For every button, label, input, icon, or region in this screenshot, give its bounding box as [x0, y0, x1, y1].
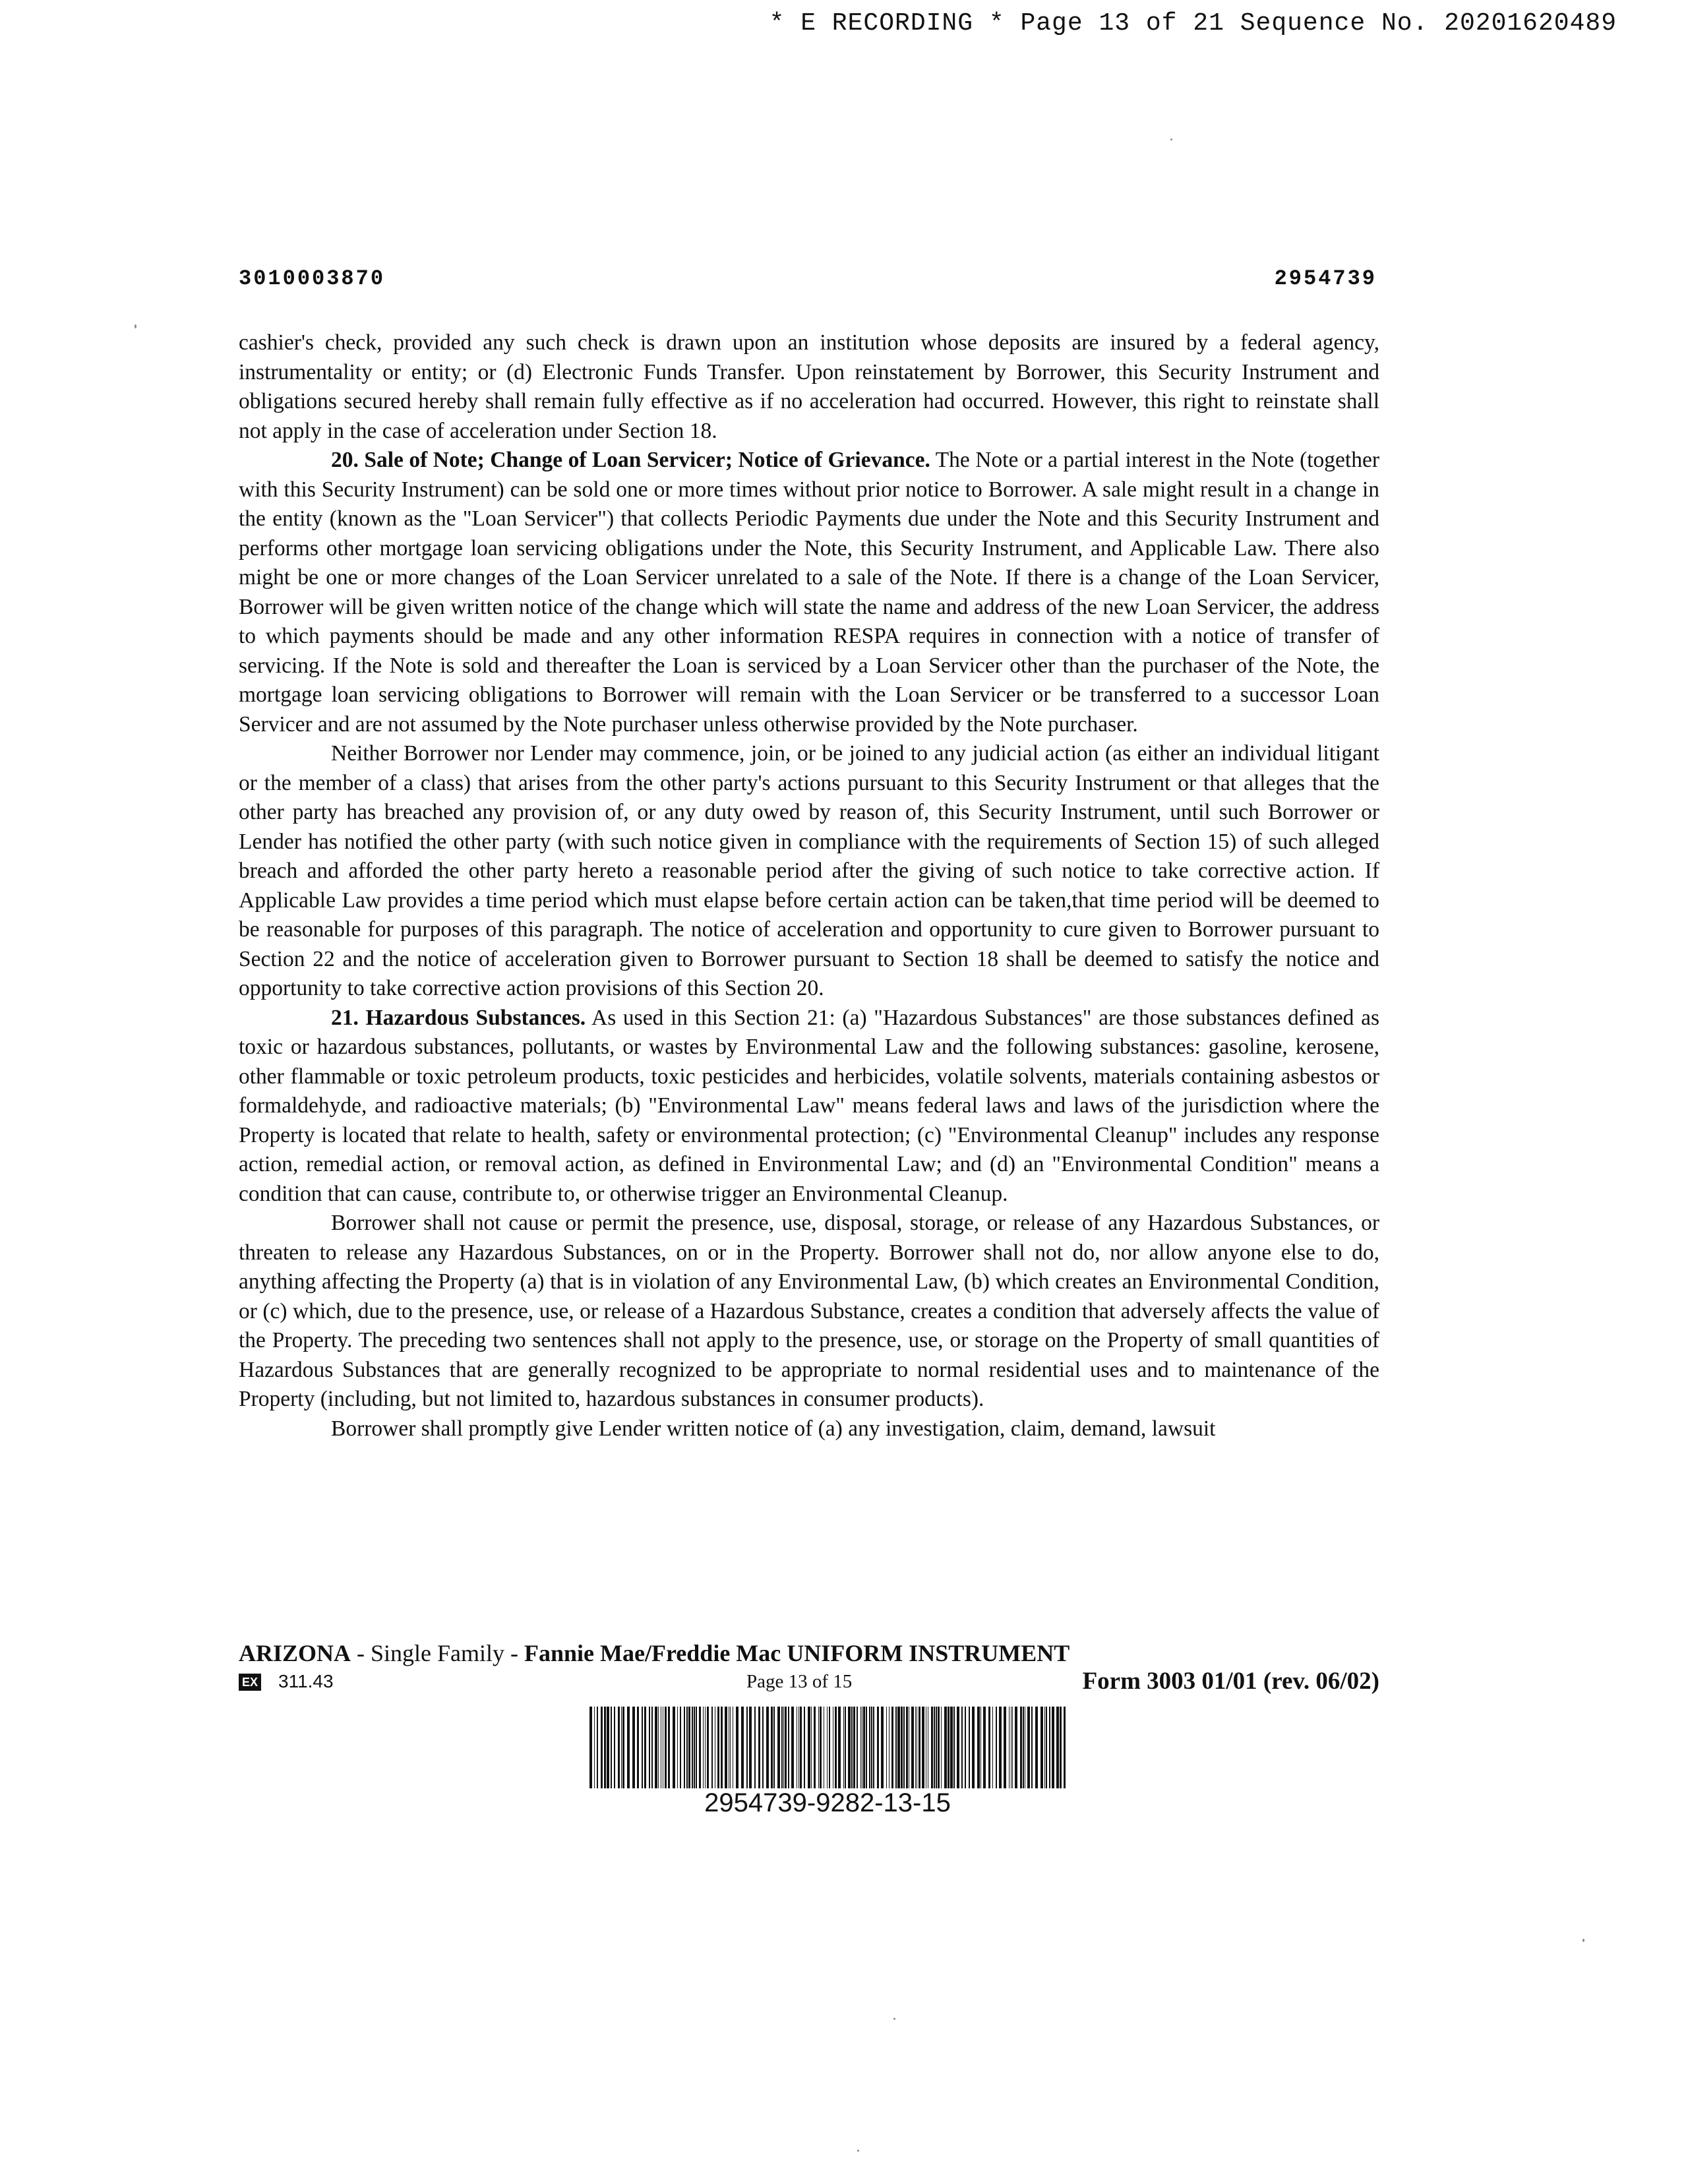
barcode-bar	[965, 1707, 966, 1788]
barcode-bar	[988, 1707, 990, 1788]
paragraph-hazardous-restrictions	[239, 1209, 1379, 1414]
barcode-bar	[707, 1707, 709, 1788]
barcode-bar	[906, 1707, 908, 1788]
paragraph-text: cashier's check, provided any such check is drawn upon an institution whose deposits are insured by a federal agency, instrumentality or entity; or (d) Electronic Funds Transfer. Upon reinstatement by Borrower, this Security Instrument and obligations secured hereby shall remain fully effective as if no acceleration had occurred. However, this right to reinstate shall not apply in the case of acceleration under Section 18.	[239, 330, 1379, 443]
barcode-bar	[621, 1707, 622, 1788]
barcode-bar	[762, 1707, 764, 1788]
barcode-bar	[891, 1707, 893, 1788]
form-number: Form 3003 01/01 (rev. 06/02)	[1082, 1668, 1379, 1695]
barcode-bar	[771, 1707, 773, 1788]
section-heading: 21. Hazardous Substances.	[331, 1005, 586, 1030]
barcode-bar	[777, 1707, 780, 1788]
barcode-bar	[886, 1707, 887, 1788]
barcode-bar	[730, 1707, 731, 1788]
barcode-bar	[703, 1707, 704, 1788]
paragraph-judicial-action	[239, 739, 1379, 1004]
barcode-bar	[791, 1707, 794, 1788]
barcode-bar	[804, 1707, 805, 1788]
footer-title	[239, 1639, 1070, 1667]
barcode-bar	[688, 1707, 690, 1788]
barcode-bar	[800, 1707, 802, 1788]
barcode-bar	[961, 1707, 963, 1788]
barcode-bar	[936, 1707, 937, 1788]
barcode-bar	[877, 1707, 879, 1788]
barcode-bar	[1009, 1707, 1010, 1788]
barcode-bar	[897, 1707, 900, 1788]
page-number: Page 13 of 15	[746, 1671, 853, 1692]
paragraph-reinstatement-continued	[239, 328, 1379, 446]
barcode-bar	[969, 1707, 970, 1788]
barcode-bar	[749, 1707, 752, 1788]
barcode-bar	[848, 1707, 851, 1788]
barcode-bar	[1027, 1707, 1030, 1788]
barcode-bar	[1012, 1707, 1013, 1788]
barcode-bar	[948, 1707, 950, 1788]
barcode-bar	[684, 1707, 685, 1788]
barcode-bar	[845, 1707, 846, 1788]
barcode-bar	[699, 1707, 701, 1788]
barcode-bar	[950, 1707, 953, 1788]
paragraph-section-21	[239, 1004, 1379, 1209]
barcode-bar	[1044, 1707, 1045, 1788]
barcode-bar	[843, 1707, 844, 1788]
barcode-bar	[1040, 1707, 1043, 1788]
barcode-bar	[860, 1707, 861, 1788]
barcode-bar	[931, 1707, 933, 1788]
barcode-bar	[911, 1707, 914, 1788]
barcode-bar	[644, 1707, 646, 1788]
barcode-bar	[637, 1707, 639, 1788]
barcode-bar	[686, 1707, 688, 1788]
barcode-bar	[680, 1707, 681, 1788]
barcode-bar	[597, 1707, 598, 1788]
barcode-bar	[622, 1707, 624, 1788]
document-number: 2954739	[1274, 266, 1377, 291]
barcode-bar	[725, 1707, 727, 1788]
barcode-bar	[758, 1707, 760, 1788]
ex-logo-badge: EX	[239, 1674, 261, 1691]
barcode-bar	[736, 1707, 738, 1788]
barcode-bar	[827, 1707, 828, 1788]
barcode-bar	[938, 1707, 940, 1788]
barcode-bar	[838, 1707, 841, 1788]
barcode-bar	[808, 1707, 810, 1788]
barcode-bar	[677, 1707, 678, 1788]
barcode-bar	[977, 1707, 980, 1788]
barcode-bar	[788, 1707, 789, 1788]
scan-speck	[857, 2150, 859, 2152]
barcode-bar	[1031, 1707, 1033, 1788]
barcode-bar	[692, 1707, 693, 1788]
barcode-bar	[820, 1707, 822, 1788]
barcode-bar	[705, 1707, 706, 1788]
barcode-bar	[649, 1707, 650, 1788]
barcode-bar	[658, 1707, 659, 1788]
barcode-bar	[972, 1707, 975, 1788]
barcode-bar	[741, 1707, 744, 1788]
paragraph-text: Borrower shall promptly give Lender written notice of (a) any investigation, claim, demand, lawsuit	[331, 1416, 1216, 1441]
barcode-bar	[866, 1707, 867, 1788]
barcode-bar	[871, 1707, 872, 1788]
paragraph-text: As used in this Section 21: (a) "Hazardous Substances" are those substances defined as toxic or hazardous substances, pollutants, or wastes by Environmental Law and the following substances: gasoline, kerosene, other flammable or toxic petroleum products, toxic pesticides and herbicides, volatile solvents, materials containing asbestos or formaldehyde, and radioactive materials; (b) "Environmental Law" means federal laws and laws of the jurisdiction where the Property is located that relate to health, safety or environmental protection; (c) "Environmental Cleanup" includes any response action, remedial action, or removal action, as defined in Environmental Law; and (d) an "Environmental Condition" means a condition that can cause, contribute to, or otherwise trigger an Environmental Cleanup.	[239, 1005, 1379, 1206]
barcode-bar	[999, 1707, 1002, 1788]
barcode-bar	[1056, 1707, 1059, 1788]
footer-form-line	[239, 1670, 1379, 1699]
barcode-bar	[869, 1707, 870, 1788]
barcode-bar	[853, 1707, 855, 1788]
section-heading: 20. Sale of Note; Change of Loan Servicer; Notice of Grievance.	[331, 448, 930, 472]
barcode-bar	[901, 1707, 903, 1788]
barcode-bar	[980, 1707, 981, 1788]
barcode-bar	[655, 1707, 657, 1788]
barcode-bar	[818, 1707, 819, 1788]
barcode-bar	[934, 1707, 935, 1788]
barcode-bar	[754, 1707, 756, 1788]
barcode-bar	[627, 1707, 630, 1788]
barcode-bar	[611, 1707, 612, 1788]
barcode-bar	[941, 1707, 942, 1788]
barcode-bar	[811, 1707, 812, 1788]
paragraph-notice	[239, 1414, 1379, 1444]
barcode-bar	[814, 1707, 816, 1788]
barcode-bar	[944, 1707, 947, 1788]
barcode-bar	[694, 1707, 695, 1788]
footer-separator: - Single Family -	[351, 1640, 525, 1666]
barcode-bar	[766, 1707, 769, 1788]
barcode-bar	[618, 1707, 620, 1788]
barcode-bar	[651, 1707, 653, 1788]
barcode-bar	[1064, 1707, 1066, 1788]
paragraph-text: Neither Borrower nor Lender may commence, join, or be joined to any judicial action (as either an individual litigant or the member of a class) that arises from the other party's actions pursuant to this Security Instrument or that alleges that the other party has breached any provision of, or any duty owed by reason of, this Security Instrument, until such Borrower or Lender has notified the other party (with such notice given in compliance with the requirements of Section 15) of such alleged breach and afforded the other party hereto a reasonable period after the giving of such notice to take corrective action. If Applicable Law provides a time period which must elapse before certain action can be taken,that time period will be deemed to be reasonable for purposes of this paragraph. The notice of acceleration and opportunity to cure given to Borrower pursuant to Section 22 and the notice of acceleration given to Borrower pursuant to Section 18 shall be deemed to satisfy the notice and opportunity to take corrective action provisions of this Section 20.	[239, 741, 1379, 1000]
barcode-bar	[721, 1707, 723, 1788]
barcode-bar	[983, 1707, 986, 1788]
barcode-bar	[668, 1707, 670, 1788]
barcode-bar	[857, 1707, 858, 1788]
barcode-bar	[895, 1707, 897, 1788]
document-body	[239, 328, 1379, 1443]
barcode-bar	[632, 1707, 635, 1788]
barcode-bar	[1015, 1707, 1017, 1788]
barcode-bar	[1020, 1707, 1022, 1788]
barcode-bar	[1046, 1707, 1047, 1788]
barcode-bar	[957, 1707, 959, 1788]
barcode-bar	[673, 1707, 675, 1788]
barcode-bar	[829, 1707, 830, 1788]
barcode-bar	[717, 1707, 719, 1788]
scan-speck	[1582, 1939, 1584, 1942]
barcode-bar	[851, 1707, 853, 1788]
barcode-number: 2954739-9282-13-15	[704, 1788, 951, 1817]
barcode-bar	[781, 1707, 783, 1788]
barcode-bar	[992, 1707, 993, 1788]
scan-speck	[1170, 138, 1172, 140]
barcode-bar	[711, 1707, 713, 1788]
barcode-bar	[1060, 1707, 1062, 1788]
barcode-bar	[642, 1707, 643, 1788]
barcode-bar	[1052, 1707, 1054, 1788]
footer-instrument: Fannie Mae/Freddie Mac UNIFORM INSTRUMENT	[524, 1640, 1070, 1666]
barcode-bar	[873, 1707, 874, 1788]
barcode-bar	[589, 1707, 592, 1788]
barcode-bar	[919, 1707, 920, 1788]
paragraph-text: Borrower shall not cause or permit the presence, use, disposal, storage, or release of any Hazardous Substances, or threaten to release any Hazardous Substances, on or in the Property. Borrower shall not do, nor allow anyone else to do, anything affecting the Property (a) that is in violation of any Environmental Law, (b) which creates an Environmental Condition, or (c) which, due to the presence, use, or release of a Hazardous Substance, creates a condition that adversely affects the value of the Property. The preceding two sentences shall not apply to the presence, use, or storage on the Property of small quantities of Hazardous Substances that are generally recognized to be appropriate to normal residential uses and to maintenance of the Property (including, but not limited to, hazardous substances in consumer products).	[239, 1211, 1379, 1411]
recording-header: * E RECORDING * Page 13 of 21 Sequence No. 20201620489	[769, 9, 1617, 38]
barcode-bar	[1023, 1707, 1024, 1788]
barcode-bar	[696, 1707, 697, 1788]
barcode-bar	[835, 1707, 837, 1788]
paragraph-section-20	[239, 446, 1379, 739]
barcode-bar	[746, 1707, 748, 1788]
paragraph-text: The Note or a partial interest in the Note (together with this Security Instrument) can be sold one or more times without prior notice to Borrower. A sale might result in a change in the entity (known as the "Loan Servicer") that collects Periodic Payments due under the Note and this Security Instrument and performs other mortgage loan servicing obligations under the Note, this Security Instrument, and Applicable Law. There also might be one or more changes of the Loan Servicer unrelated to a sale of the Note. If there is a change of the Loan Servicer, Borrower will be given written notice of the change which will state the name and address of the new Loan Servicer, the address to which payments should be made and any other information RESPA requires in connection with a notice of transfer of servicing. If the Note is sold and thereafter the Loan is serviced by a Loan Servicer other than the purchaser of the Note, the mortgage loan servicing obligations to Borrower will remain with the Loan Servicer or be transferred to a successor Loan Servicer and are not assumed by the Note purchaser unless otherwise provided by the Note purchaser.	[239, 448, 1379, 737]
barcode-bar	[783, 1707, 784, 1788]
loan-number: 3010003870	[239, 266, 386, 291]
barcode-bar	[594, 1707, 595, 1788]
barcode-bar	[922, 1707, 924, 1788]
scan-speck	[893, 2018, 895, 2020]
barcode-bar	[1035, 1707, 1038, 1788]
barcode-bar	[881, 1707, 884, 1788]
footer-state: ARIZONA	[239, 1640, 351, 1666]
barcode-bar	[903, 1707, 905, 1788]
scan-speck	[135, 324, 136, 328]
form-code: 311.43	[278, 1671, 334, 1691]
barcode-bar	[665, 1707, 667, 1788]
barcode-bar	[953, 1707, 955, 1788]
barcode-bar	[1049, 1707, 1050, 1788]
barcode	[587, 1707, 1068, 1788]
barcode-bar	[773, 1707, 775, 1788]
barcode-bar	[604, 1707, 606, 1788]
barcode-bar	[863, 1707, 865, 1788]
barcode-bar	[601, 1707, 603, 1788]
barcode-bar	[785, 1707, 787, 1788]
barcode-bar	[607, 1707, 609, 1788]
barcode-bar	[915, 1707, 916, 1788]
barcode-bar	[1004, 1707, 1006, 1788]
barcode-bar	[614, 1707, 615, 1788]
barcode-bar	[996, 1707, 997, 1788]
